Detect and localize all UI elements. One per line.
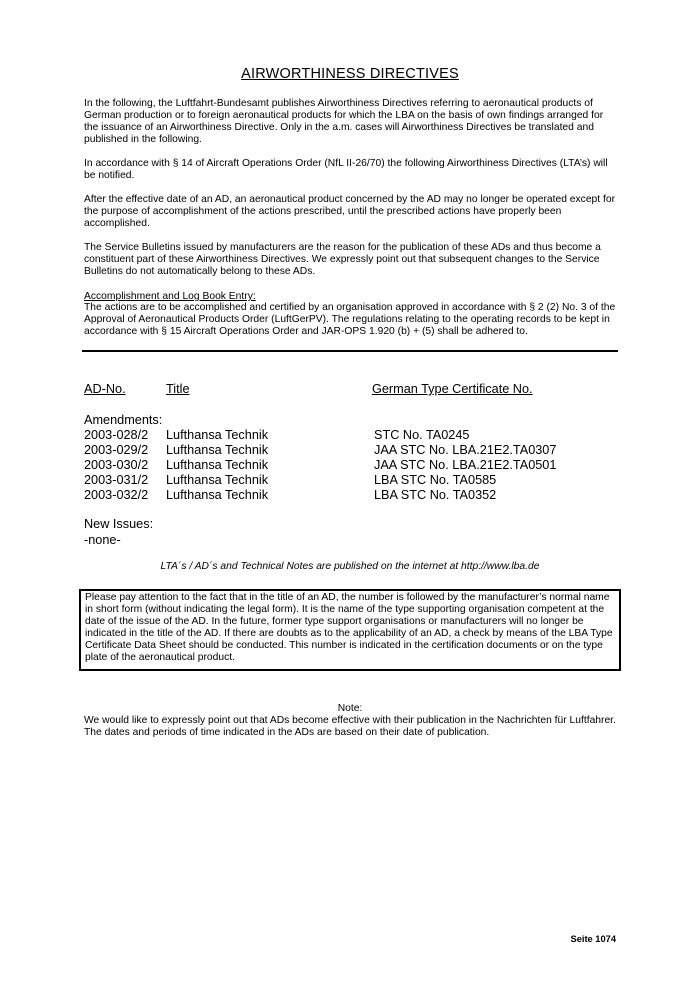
ad-title: Lufthansa Technik: [166, 428, 269, 442]
ad-certificate: JAA STC No. LBA.21E2.TA0307: [374, 443, 557, 457]
new-issues-label: New Issues:: [84, 517, 154, 531]
notice-box: [79, 589, 621, 671]
ad-title: Lufthansa Technik: [166, 443, 269, 457]
ad-number: 2003-030/2: [84, 458, 149, 472]
amendments-label: Amendments:: [84, 413, 163, 427]
intro-paragraph-2: In accordance with § 14 of Aircraft Operations Order (NfL II-26/70) the following Airworthiness Directives (LTA’s) will be notified.: [84, 158, 608, 181]
ad-title: Lufthansa Technik: [166, 473, 269, 487]
notice-text: Please pay attention to the fact that in the title of an AD, the number is followed by the manufacturer’s normal name in short form (without indicating the legal form). It is the name of the type supporting organisation competent at the date of the issue of the AD. In the future, former type support organisations or manufacturers will no longer be indicated in the title of the AD. If there are doubts as to the applicability of an AD, a check by means of the LBA Type Certificate Data Sheet should be conducted. This number is indicated in the certification documents or on the type plate of the aeronautical product.: [85, 592, 613, 663]
col-header-ad-no: AD-No.: [84, 382, 126, 396]
ad-certificate: STC No. TA0245: [374, 428, 470, 442]
ad-certificate: JAA STC No. LBA.21E2.TA0501: [374, 458, 557, 472]
page-number: Seite 1074: [570, 934, 616, 944]
note-label: Note:: [337, 703, 363, 714]
ad-number: 2003-028/2: [84, 428, 149, 442]
ad-title: Lufthansa Technik: [166, 458, 269, 472]
log-book-heading: Accomplishment and Log Book Entry:: [84, 291, 256, 302]
col-header-title: Title: [166, 382, 190, 396]
log-book-paragraph: The actions are to be accomplished and certified by an organisation approved in accordance with § 2 (2) No. 3 of the Approval of Aeronautical Products Order (LuftGerPV). The regulations relating to the operating records to be kept in accordance with § 15 Aircraft Operations Order and JAR-OPS 1.920 (b) + (5) shall be adhered to.: [84, 302, 616, 337]
intro-paragraph-1: In the following, the Luftfahrt-Bundesamt publishes Airworthiness Directives referring to aeronautical products of German production or to foreign aeronautical products for which the LBA on the basis of own findings arranged for the issuance of an Airworthiness Directive. Only in the a.m. cases will Airworthiness Directives be translated and published in the following.: [84, 98, 604, 145]
ad-certificate: LBA STC No. TA0585: [374, 473, 497, 487]
note-text: We would like to expressly point out that ADs become effective with their publication in the Nachrichten für Luftfahrer. The dates and periods of time indicated in the ADs are based on their date of publication.: [84, 715, 616, 738]
ad-certificate: LBA STC No. TA0352: [374, 488, 497, 502]
intro-paragraph-4: The Service Bulletins issued by manufacturers are the reason for the publication of these ADs and thus become a constituent part of these Airworthiness Directives. We expressly point out that subsequent changes to the Service Bulletins do not automatically belong to these ADs.: [84, 242, 601, 277]
col-header-cert: German Type Certificate No.: [372, 382, 533, 396]
section-divider: [82, 350, 618, 352]
new-issues-value: -none-: [84, 533, 121, 547]
ad-number: 2003-029/2: [84, 443, 149, 457]
internet-note: LTA´s / AD´s and Technical Notes are published on the internet at http://www.lba.de: [160, 561, 540, 572]
ad-title: Lufthansa Technik: [166, 488, 269, 502]
ad-number: 2003-032/2: [84, 488, 149, 502]
intro-paragraph-3: After the effective date of an AD, an aeronautical product concerned by the AD may no longer be operated except for the purpose of accomplishment of the actions prescribed, until the prescribed actions have properly been accomplished.: [84, 194, 616, 229]
ad-number: 2003-031/2: [84, 473, 149, 487]
page-title: AIRWORTHINESS DIRECTIVES: [241, 66, 459, 82]
